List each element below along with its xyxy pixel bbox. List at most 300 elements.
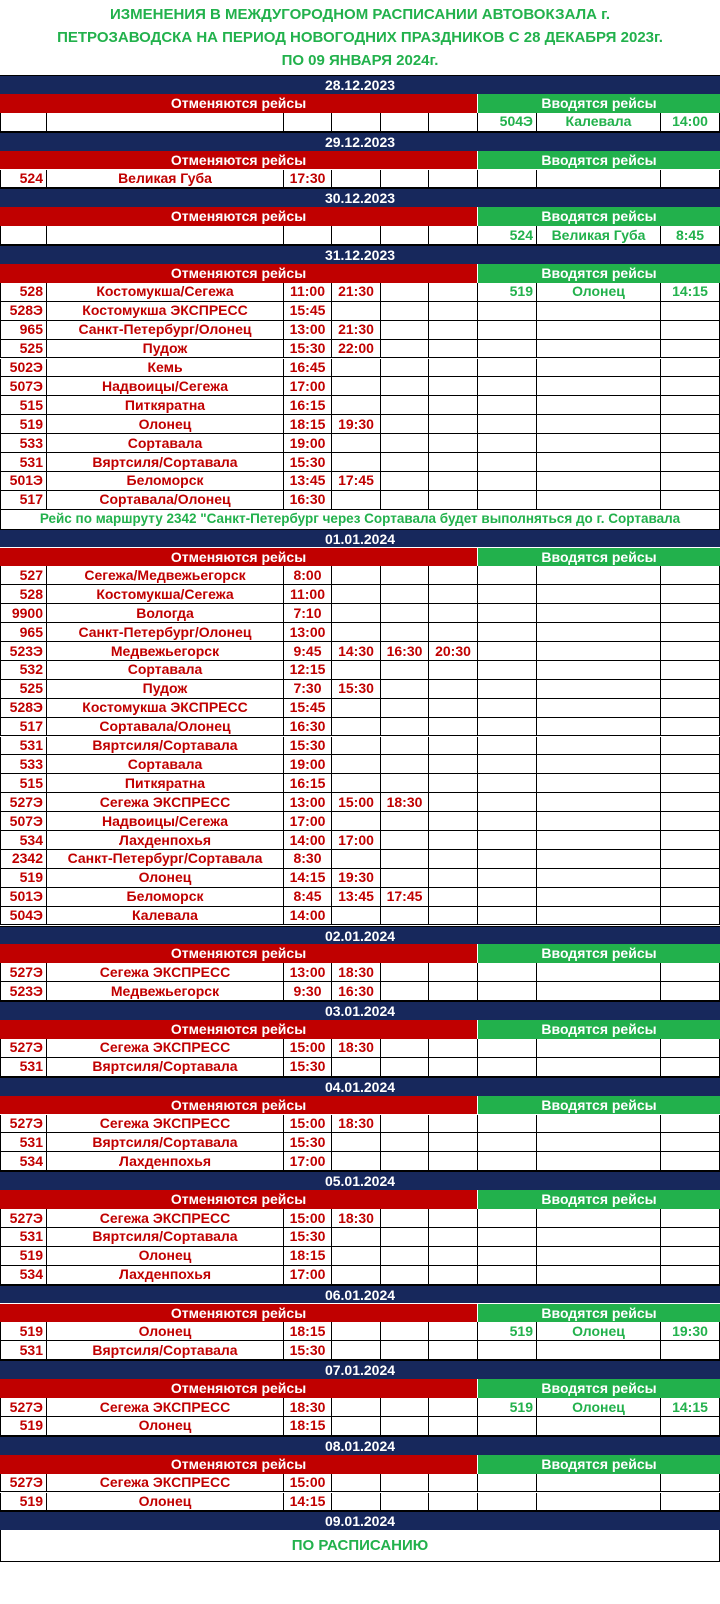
- added-time: [661, 604, 720, 623]
- added-destination: [537, 907, 661, 926]
- added-flights-header: Вводятся рейсы: [478, 264, 720, 283]
- departure-time: 19:30: [332, 415, 381, 434]
- departure-time: [381, 831, 429, 850]
- added-flights-header: Вводятся рейсы: [478, 548, 720, 567]
- added-route-number: [478, 396, 537, 415]
- route-number: 501Э: [0, 472, 47, 491]
- added-destination: [537, 377, 661, 396]
- departure-time: 16:15: [284, 774, 332, 793]
- departure-time: [332, 623, 381, 642]
- added-route-number: [478, 340, 537, 359]
- date-row: 08.01.2024: [0, 1436, 720, 1455]
- added-time: [661, 1228, 720, 1247]
- added-route-number: [478, 170, 537, 189]
- departure-time: [429, 283, 478, 302]
- destination: Вяртсиля/Сортавала: [47, 453, 284, 472]
- destination: Олонец: [47, 1322, 284, 1341]
- added-route-number: [478, 1341, 537, 1360]
- added-route-number: [478, 434, 537, 453]
- added-destination: Олонец: [537, 1322, 661, 1341]
- departure-time: 8:45: [284, 888, 332, 907]
- table-row: [0, 737, 720, 756]
- added-route-number: [478, 642, 537, 661]
- departure-time: [429, 359, 478, 378]
- table-row: [0, 1266, 720, 1285]
- route-number: 531: [0, 1058, 47, 1077]
- departure-time: [381, 434, 429, 453]
- departure-time: 15:30: [284, 1228, 332, 1247]
- table-row: [0, 1398, 720, 1417]
- departure-time: 16:45: [284, 359, 332, 378]
- departure-time: [332, 1152, 381, 1171]
- departure-time: [381, 1247, 429, 1266]
- departure-time: 15:30: [284, 1341, 332, 1360]
- added-route-number: [478, 377, 537, 396]
- route-number: 517: [0, 491, 47, 510]
- route-number: 504Э: [0, 907, 47, 926]
- departure-time: 9:45: [284, 642, 332, 661]
- route-number: 519: [0, 869, 47, 888]
- departure-time: [332, 1247, 381, 1266]
- departure-time: [429, 982, 478, 1001]
- departure-time: [381, 812, 429, 831]
- added-time: [661, 170, 720, 189]
- destination: Сегежа ЭКСПРЕСС: [47, 1474, 284, 1493]
- added-destination: [537, 396, 661, 415]
- route-number: 531: [0, 1228, 47, 1247]
- cancelled-flights-header: Отменяются рейсы: [0, 1455, 477, 1474]
- added-destination: [537, 623, 661, 642]
- added-time: 8:45: [661, 226, 720, 245]
- departure-time: 18:15: [284, 1417, 332, 1436]
- added-route-number: [478, 453, 537, 472]
- departure-time: [429, 963, 478, 982]
- departure-time: [429, 1474, 478, 1493]
- added-destination: [537, 1209, 661, 1228]
- departure-time: [429, 1209, 478, 1228]
- added-time: [661, 396, 720, 415]
- departure-time: 18:30: [332, 1209, 381, 1228]
- table-row: [0, 888, 720, 907]
- added-route-number: [478, 1474, 537, 1493]
- added-time: 14:15: [661, 1398, 720, 1417]
- departure-time: 20:30: [429, 642, 478, 661]
- route-number: 519: [0, 415, 47, 434]
- added-destination: [537, 1266, 661, 1285]
- table-row: [0, 623, 720, 642]
- destination: Санкт-Петербург/Сортавала: [47, 850, 284, 869]
- departure-time: 22:00: [332, 340, 381, 359]
- departure-time: [381, 472, 429, 491]
- added-route-number: [478, 1115, 537, 1134]
- cancelled-flights-header: Отменяются рейсы: [0, 94, 477, 113]
- section-header: [0, 1455, 720, 1474]
- departure-time: [332, 1493, 381, 1512]
- departure-time: 19:30: [332, 869, 381, 888]
- added-time: [661, 1152, 720, 1171]
- departure-time: 13:00: [284, 623, 332, 642]
- added-destination: [537, 1152, 661, 1171]
- route-number: 965: [0, 321, 47, 340]
- departure-time: [332, 774, 381, 793]
- added-destination: [537, 1039, 661, 1058]
- cancelled-flights-header: Отменяются рейсы: [0, 944, 477, 963]
- departure-time: [429, 869, 478, 888]
- departure-time: [332, 1322, 381, 1341]
- departure-time: [429, 396, 478, 415]
- date-row: 02.01.2024: [0, 926, 720, 945]
- added-destination: [537, 1115, 661, 1134]
- destination: Сегежа ЭКСПРЕСС: [47, 1115, 284, 1134]
- destination: Медвежьегорск: [47, 642, 284, 661]
- added-destination: [537, 1247, 661, 1266]
- section-header: [0, 1379, 720, 1398]
- added-route-number: [478, 850, 537, 869]
- destination: Питкяратна: [47, 774, 284, 793]
- departure-time: [429, 321, 478, 340]
- departure-time: [332, 359, 381, 378]
- departure-time: 15:30: [284, 340, 332, 359]
- added-flights-header: Вводятся рейсы: [478, 1020, 720, 1039]
- departure-time: [429, 623, 478, 642]
- date-row: 03.01.2024: [0, 1001, 720, 1020]
- table-row: [0, 226, 720, 245]
- date-row: 31.12.2023: [0, 245, 720, 264]
- departure-time: 15:30: [284, 1058, 332, 1077]
- route-number: 531: [0, 1133, 47, 1152]
- departure-time: [332, 566, 381, 585]
- table-row: [0, 793, 720, 812]
- destination: Сортавала: [47, 755, 284, 774]
- destination: Лахденпохья: [47, 831, 284, 850]
- date-row: 29.12.2023: [0, 132, 720, 151]
- departure-time: [332, 812, 381, 831]
- destination: Надвоицы/Сегежа: [47, 377, 284, 396]
- cancelled-flights-header: Отменяются рейсы: [0, 548, 477, 567]
- destination: Олонец: [47, 1417, 284, 1436]
- route-number: 9900: [0, 604, 47, 623]
- departure-time: [381, 1152, 429, 1171]
- added-time: [661, 718, 720, 737]
- added-time: [661, 737, 720, 756]
- departure-time: 17:00: [284, 1152, 332, 1171]
- route-number: 527Э: [0, 1474, 47, 1493]
- departure-time: 14:15: [284, 869, 332, 888]
- departure-time: [381, 453, 429, 472]
- added-flights-header: Вводятся рейсы: [478, 94, 720, 113]
- departure-time: [381, 623, 429, 642]
- added-time: [661, 680, 720, 699]
- departure-time: 16:15: [284, 396, 332, 415]
- departure-time: [429, 1058, 478, 1077]
- route-number: 507Э: [0, 812, 47, 831]
- added-time: [661, 1133, 720, 1152]
- route-number: 527Э: [0, 963, 47, 982]
- table-row: [0, 982, 720, 1001]
- cancelled-flights-header: Отменяются рейсы: [0, 1020, 477, 1039]
- departure-time: [381, 718, 429, 737]
- departure-time: [332, 491, 381, 510]
- added-route-number: [478, 888, 537, 907]
- departure-time: [429, 1398, 478, 1417]
- departure-time: [429, 472, 478, 491]
- added-time: [661, 472, 720, 491]
- departure-time: [332, 453, 381, 472]
- departure-time: [332, 755, 381, 774]
- added-route-number: [478, 585, 537, 604]
- added-destination: [537, 340, 661, 359]
- added-destination: [537, 1493, 661, 1512]
- departure-time: [429, 812, 478, 831]
- date-row: 28.12.2023: [0, 75, 720, 94]
- added-route-number: [478, 1209, 537, 1228]
- departure-time: 18:15: [284, 415, 332, 434]
- route-number: 527Э: [0, 793, 47, 812]
- departure-time: [332, 1474, 381, 1493]
- departure-time: [332, 850, 381, 869]
- departure-time: 17:45: [332, 472, 381, 491]
- title-line-2: ПЕТРОЗАВОДСКА НА ПЕРИОД НОВОГОДНИХ ПРАЗДНИКОВ С 28 ДЕКАБРЯ 2023г.: [57, 29, 663, 46]
- added-destination: [537, 1474, 661, 1493]
- added-route-number: [478, 1039, 537, 1058]
- table-row: [0, 1152, 720, 1171]
- departure-time: [332, 604, 381, 623]
- departure-time: 13:45: [332, 888, 381, 907]
- departure-time: 17:30: [284, 170, 332, 189]
- added-destination: [537, 453, 661, 472]
- cancelled-flights-header: Отменяются рейсы: [0, 151, 477, 170]
- departure-time: [381, 774, 429, 793]
- destination: Великая Губа: [47, 170, 284, 189]
- table-row: [0, 359, 720, 378]
- table-row: [0, 415, 720, 434]
- added-time: [661, 812, 720, 831]
- departure-time: [429, 1417, 478, 1436]
- departure-time: [429, 661, 478, 680]
- departure-time: 15:00: [284, 1474, 332, 1493]
- added-destination: [537, 434, 661, 453]
- departure-time: [381, 907, 429, 926]
- section-header: [0, 264, 720, 283]
- departure-time: [381, 302, 429, 321]
- route-number: 531: [0, 737, 47, 756]
- destination: Надвоицы/Сегежа: [47, 812, 284, 831]
- added-destination: [537, 661, 661, 680]
- departure-time: [332, 737, 381, 756]
- added-route-number: [478, 793, 537, 812]
- section-header: [0, 1020, 720, 1039]
- route-number: 2342: [0, 850, 47, 869]
- departure-time: [332, 1417, 381, 1436]
- departure-time: 18:15: [284, 1247, 332, 1266]
- table-row: [0, 661, 720, 680]
- date-row: 05.01.2024: [0, 1171, 720, 1190]
- table-row: [0, 340, 720, 359]
- route-number: 528: [0, 283, 47, 302]
- destination: Сегежа ЭКСПРЕСС: [47, 1039, 284, 1058]
- added-destination: [537, 680, 661, 699]
- table-row: [0, 1493, 720, 1512]
- route-note: Рейс по маршруту 2342 "Санкт-Петербург через Сортавала будет выполняться до г. Сортавала: [0, 510, 720, 529]
- departure-time: 7:30: [284, 680, 332, 699]
- departure-time: [332, 170, 381, 189]
- departure-time: [429, 113, 478, 132]
- departure-time: [429, 888, 478, 907]
- route-number: 515: [0, 396, 47, 415]
- added-destination: [537, 699, 661, 718]
- departure-time: [429, 1341, 478, 1360]
- departure-time: [381, 585, 429, 604]
- added-destination: [537, 1228, 661, 1247]
- date-row: 30.12.2023: [0, 188, 720, 207]
- departure-time: [381, 1493, 429, 1512]
- added-destination: [537, 718, 661, 737]
- route-number: 534: [0, 831, 47, 850]
- route-number: 515: [0, 774, 47, 793]
- destination: Сортавала: [47, 434, 284, 453]
- destination: Костомукша ЭКСПРЕСС: [47, 302, 284, 321]
- added-flights-header: Вводятся рейсы: [478, 1379, 720, 1398]
- departure-time: [429, 491, 478, 510]
- departure-time: 13:00: [284, 321, 332, 340]
- added-destination: Калевала: [537, 113, 661, 132]
- route-number: [0, 226, 47, 245]
- departure-time: [429, 850, 478, 869]
- section-header: [0, 944, 720, 963]
- departure-time: 18:15: [284, 1322, 332, 1341]
- added-route-number: [478, 755, 537, 774]
- destination: Сегежа ЭКСПРЕСС: [47, 963, 284, 982]
- departure-time: [429, 793, 478, 812]
- section-header: [0, 94, 720, 113]
- departure-time: [332, 699, 381, 718]
- departure-time: [429, 377, 478, 396]
- route-number: 527Э: [0, 1398, 47, 1417]
- added-flights-header: Вводятся рейсы: [478, 207, 720, 226]
- added-route-number: [478, 812, 537, 831]
- destination: Медвежьегорск: [47, 982, 284, 1001]
- departure-time: 12:15: [284, 661, 332, 680]
- departure-time: [381, 1474, 429, 1493]
- added-destination: [537, 1417, 661, 1436]
- final-note: ПО РАСПИСАНИЮ: [0, 1530, 720, 1562]
- added-route-number: [478, 680, 537, 699]
- added-time: [661, 850, 720, 869]
- departure-time: [429, 831, 478, 850]
- added-time: [661, 774, 720, 793]
- table-row: [0, 1322, 720, 1341]
- departure-time: [332, 1398, 381, 1417]
- departure-time: [381, 170, 429, 189]
- table-row: [0, 1058, 720, 1077]
- table-row: [0, 1228, 720, 1247]
- added-time: [661, 661, 720, 680]
- departure-time: [429, 566, 478, 585]
- departure-time: 15:00: [332, 793, 381, 812]
- added-destination: [537, 604, 661, 623]
- table-row: [0, 1115, 720, 1134]
- table-row: [0, 1417, 720, 1436]
- departure-time: [381, 283, 429, 302]
- departure-time: [332, 1133, 381, 1152]
- departure-time: [381, 680, 429, 699]
- added-destination: [537, 566, 661, 585]
- added-route-number: [478, 321, 537, 340]
- added-time: [661, 907, 720, 926]
- added-time: [661, 1266, 720, 1285]
- cancelled-flights-header: Отменяются рейсы: [0, 1190, 477, 1209]
- departure-time: [429, 453, 478, 472]
- route-number: 534: [0, 1152, 47, 1171]
- route-number: 519: [0, 1417, 47, 1436]
- table-row: [0, 377, 720, 396]
- route-number: 528Э: [0, 302, 47, 321]
- departure-time: [332, 226, 381, 245]
- route-number: 525: [0, 340, 47, 359]
- table-row: [0, 963, 720, 982]
- departure-time: [381, 1209, 429, 1228]
- destination: Калевала: [47, 907, 284, 926]
- departure-time: [381, 1322, 429, 1341]
- route-number: 533: [0, 434, 47, 453]
- route-number: 523Э: [0, 982, 47, 1001]
- destination: Вяртсиля/Сортавала: [47, 1228, 284, 1247]
- departure-time: [429, 1247, 478, 1266]
- added-route-number: [478, 699, 537, 718]
- route-number: 527Э: [0, 1209, 47, 1228]
- added-time: [661, 755, 720, 774]
- departure-time: [332, 661, 381, 680]
- added-time: [661, 1039, 720, 1058]
- added-time: [661, 415, 720, 434]
- departure-time: [429, 680, 478, 699]
- route-number: 502Э: [0, 359, 47, 378]
- destination: Беломорск: [47, 472, 284, 491]
- departure-time: [381, 982, 429, 1001]
- section-header: [0, 151, 720, 170]
- date-row: 07.01.2024: [0, 1360, 720, 1379]
- departure-time: [332, 434, 381, 453]
- added-destination: [537, 774, 661, 793]
- added-destination: [537, 831, 661, 850]
- added-route-number: [478, 1228, 537, 1247]
- added-time: 14:00: [661, 113, 720, 132]
- route-number: 528: [0, 585, 47, 604]
- departure-time: [284, 226, 332, 245]
- destination: Беломорск: [47, 888, 284, 907]
- departure-time: [381, 1266, 429, 1285]
- added-time: [661, 623, 720, 642]
- route-number: 965: [0, 623, 47, 642]
- title-line-3: ПО 09 ЯНВАРЯ 2024г.: [281, 52, 439, 69]
- added-destination: [537, 472, 661, 491]
- departure-time: [429, 302, 478, 321]
- departure-time: 15:30: [332, 680, 381, 699]
- table-row: [0, 907, 720, 926]
- departure-time: [381, 226, 429, 245]
- departure-time: [429, 774, 478, 793]
- table-row: [0, 812, 720, 831]
- departure-time: [381, 340, 429, 359]
- departure-time: [429, 699, 478, 718]
- section-header: [0, 207, 720, 226]
- added-time: [661, 888, 720, 907]
- departure-time: 11:00: [284, 585, 332, 604]
- destination: Лахденпохья: [47, 1152, 284, 1171]
- departure-time: [332, 1341, 381, 1360]
- departure-time: 17:45: [381, 888, 429, 907]
- departure-time: [381, 699, 429, 718]
